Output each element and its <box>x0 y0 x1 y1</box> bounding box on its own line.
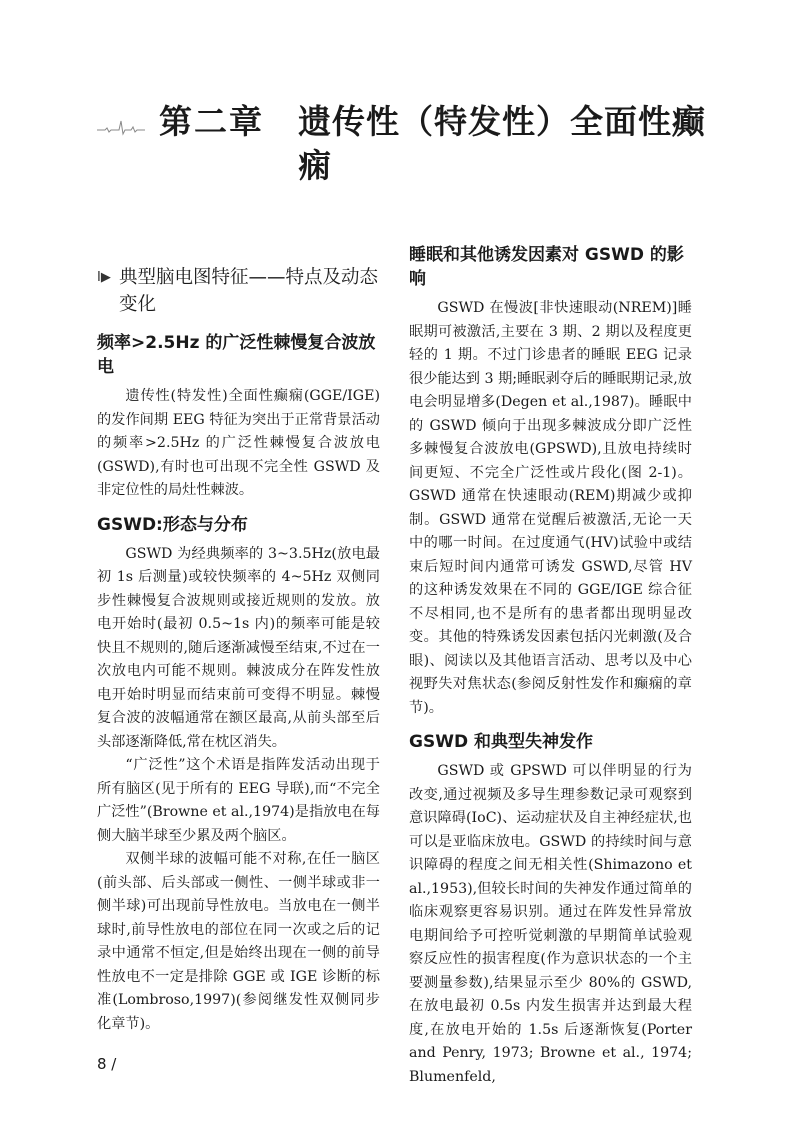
left-column <box>97 243 380 1074</box>
paragraph: 双侧半球的波幅可能不对称,在任一脑区(前头部、后头部或一侧性、一侧半球或非一侧半球)可出现前导性放电。当放电在一侧半球时,前导性放电的部位在同一次或之后的记录中通常不恒定,但是始终出现在一侧的前导性放电不一定是排除 GGE 或 IGE 诊断的标准(Lombroso,1997)(参阅继发性双侧同步化章节)。 <box>97 851 380 1032</box>
page-number: 8 / <box>97 1055 117 1073</box>
chapter-header <box>97 100 717 188</box>
right-column <box>409 243 692 1089</box>
paragraph: 遗传性(特发性)全面性癫痫(GGE/IGE)的发作间期 EEG 特征为突出于正常背景活动的频率>2.5Hz 的广泛性棘慢复合波放电(GSWD),有时也可出现不完全性 GSWD 及非定位性的局灶性棘波。 <box>97 388 380 498</box>
subheading-absence: GSWD 和典型失神发作 <box>409 732 593 752</box>
paragraph: GSWD 或 GPSWD 可以伴明显的行为改变,通过视频及多导生理参数记录可观察到意识障碍(IoC)、运动症状及自主神经症状,也可以是亚临床放电。GSWD 的持续时间与意识障碍的程度之间无相关性(Shimazono et al.,1953),但较长时间的失神发作通过简单的临床观察更容易识别。通过在阵发性异常放电期间给予可控听觉刺激的早期简单试验观察反应性的损害程度(作为意识状态的一个主要测量参数),结果显示至少 80%的 GSWD,在放电最初 0.5s 内发生损害并达到最大程度,在放电开始的 1.5s 后逐渐恢复(Porter and Penry, 1973; Browne et al., 1974; Blumenfeld, <box>409 763 692 1085</box>
section-marker-icon: I▶ <box>97 270 111 285</box>
paragraph: GSWD 在慢波[非快速眼动(NREM)]睡眠期可被激活,主要在 3 期、2 期以及程度更轻的 1 期。不过门诊患者的睡眠 EEG 记录很少能达到 3 期;睡眠剥夺后的睡眠期记录,放电会明显增多(Degen et al.,1987)。睡眠中的 GSWD 倾向于出现多棘波成分即广泛性多棘慢复合波放电(GPSWD),且放电持续时间更短、不完全广泛性或片段化(图 2-1)。GSWD 通常在快速眼动(REM)期减少或抑制。GSWD 通常在觉醒后被激活,无论一天中的哪一时间。在过度通气(HV)试验中或结束后短时间内通常可诱发 GSWD,尽管 HV 的这种诱发效果在不同的 GGE/IGE 综合征不尽相同,也不是所有的患者都出现明显改变。其他的特殊诱发因素包括闪光刺激(及合眼)、阅读以及其他语言活动、思考以及中心视野失对焦状态(参阅反射性发作和癫痫的章节)。 <box>409 300 692 716</box>
subheading-sleep: 睡眠和其他诱发因素对 GSWD 的影响 <box>409 245 684 289</box>
paragraph: GSWD 为经典频率的 3~3.5Hz(放电最初 1s 后测量)或较快频率的 4~5Hz 双侧同步性棘慢复合波规则或接近规则的发放。放电开始时(最初 0.5~1s 内)的频率可能是较快且不规则的,随后逐渐减慢至结束,不过在一次放电内可能不规则。棘波成分在阵发性放电开始时明显而结束前可变得不明显。棘慢复合波的波幅通常在额区最高,从前头部至后头部逐渐降低,常在枕区消失。 <box>97 545 380 750</box>
ecg-wave-icon <box>97 118 145 136</box>
section-heading <box>97 264 380 318</box>
section-title: 典型脑电图特征——特点及动态变化 <box>119 267 379 315</box>
subheading-frequency: 频率>2.5Hz 的广泛性棘慢复合波放电 <box>97 333 376 377</box>
subheading-morphology: GSWD:形态与分布 <box>97 514 248 535</box>
chapter-title: 遗传性（特发性）全面性癫痫 <box>298 102 706 185</box>
columns <box>97 243 717 1089</box>
chapter-number: 第二章 <box>159 102 264 141</box>
paragraph: “广泛性”这个术语是指阵发活动出现于所有脑区(见于所有的 EEG 导联),而“不完全广泛性”(Browne et al.,1974)是指放电在每侧大脑半球至少累及两个脑区。 <box>97 757 380 844</box>
